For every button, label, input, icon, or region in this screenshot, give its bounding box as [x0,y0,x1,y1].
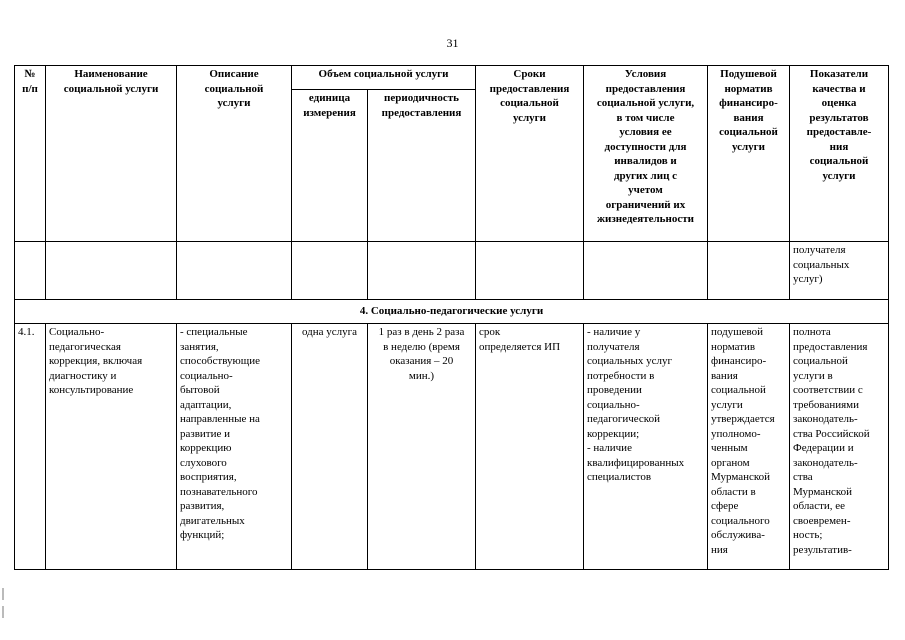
text-line: предоставления [793,340,868,353]
services-table [14,65,889,570]
text-line: услуги в [793,369,833,382]
header-financing-norm [708,66,790,242]
service-financing-norm [708,324,790,570]
text-line: предоставле- [806,126,872,138]
text-line: учетом [628,184,663,196]
header-terms [476,66,584,242]
text-line: педагогическая [49,340,121,353]
text-line: коррекция, включая [49,355,143,367]
text-line: своевремен- [793,514,851,527]
cont-cell-period [368,242,476,300]
text-line: оказания – 20 [389,355,454,367]
text-line: ограничений их [605,198,686,211]
text-line: социальной [809,155,869,167]
text-line: финансиро- [711,355,767,367]
text-line: двигательных [180,514,245,527]
text-line: восприятия, [180,471,237,483]
text-line: Показатели [809,68,869,80]
header-service-name [46,66,177,242]
cont-cell-terms [476,242,584,300]
header-unit [292,90,368,242]
text-line: социальной [500,97,559,109]
text-line: вания [733,111,764,124]
text-line: коррекции; [587,427,640,440]
service-row-4-1 [15,324,889,570]
text-line: органом [711,456,750,469]
text-line: адаптации, [180,398,232,411]
text-line: социальной [793,355,848,367]
text-line: области, ее [793,500,846,512]
text-line: Мурманской [793,485,853,498]
text-line: социальной [711,384,766,396]
header-service-volume: Объем социальной услуги [292,66,476,90]
text-line: единица [308,92,351,104]
text-line: условия ее [619,126,672,138]
text-line: социальной [204,82,264,95]
cont-cell-indicators [790,242,889,300]
text-line: ность; [793,529,823,541]
text-line: предоставления [381,106,462,119]
text-line: качества и [812,82,866,95]
text-line: ния [711,543,728,556]
header-periodicity [368,90,476,242]
service-terms [476,324,584,570]
text-line: полнота [793,326,831,338]
text-line: - наличие [587,442,632,454]
text-line: результатив- [793,543,852,556]
section-title: 4. Социально-педагогические услуги [15,300,889,324]
text-line: в том числе [616,111,675,124]
text-line: способствующие [180,355,260,367]
text-line: социальных [793,258,850,271]
text-line: периодичность [384,92,459,104]
cont-cell-norm [708,242,790,300]
text-line: ченным [711,442,748,454]
text-line: утверждается [711,413,775,425]
text-line: норматив [724,82,773,95]
cont-cell-conditions [584,242,708,300]
text-line: подушевой [711,326,764,338]
text-line: п/п [22,82,38,95]
text-line: предоставления [489,82,570,95]
cont-cell-num [15,242,46,300]
text-line: обслужива- [711,529,765,541]
text-line: проведении [587,384,642,396]
text-line: услуги [711,398,743,411]
text-line: одна услуга [301,326,358,338]
continuation-row [15,242,889,300]
scan-edge-mark [2,588,4,600]
text-line: финансиро- [719,97,778,109]
text-line: жизнедеятельности [597,213,694,225]
text-line: социально- [587,398,640,411]
service-quality-indicators [790,324,889,570]
text-line: Подушевой [720,68,777,80]
text-line: норматив [711,340,756,353]
text-line: педагогической [587,413,660,425]
header-service-description [177,66,292,242]
text-line: услуги [822,169,856,182]
text-line: развитие и [180,427,231,440]
text-line: инвалидов и [614,155,677,167]
service-conditions [584,324,708,570]
text-line: занятия, [180,340,219,353]
text-line: диагностику и [49,369,117,382]
text-line: услуги [512,111,547,124]
text-line: Федерации и [793,442,854,454]
text-line: уполномо- [711,427,761,440]
text-line: социально- [180,369,233,382]
text-line: потребности в [587,369,655,382]
text-line: требованиями [793,398,860,411]
text-line: законодатель- [793,456,858,469]
scan-edge-mark [2,606,4,618]
text-line: других лиц с [613,169,678,182]
cont-cell-name [46,242,177,300]
text-line: функций; [180,529,225,541]
text-line: социальной услуги, [596,97,695,109]
text-line: развития, [180,500,225,512]
text-line: социального [711,514,770,527]
text-line: слухового [180,456,227,469]
text-line: направленные на [180,413,260,425]
text-line: Условия [624,68,667,80]
text-line: - наличие у [587,326,641,338]
page-number: 31 [446,36,459,50]
text-line: коррекцию [180,442,232,454]
text-line: мин.) [408,369,435,382]
text-line: области в [711,485,756,498]
header-conditions [584,66,708,242]
header-row-1 [15,66,889,90]
text-line: в неделю (время [383,340,460,353]
text-line: Мурманской [711,471,771,483]
text-line: специалистов [587,471,652,483]
section-row [15,300,889,324]
service-description [177,324,292,570]
text-line: квалифицированных [587,456,685,469]
header-quality-indicators [790,66,889,242]
text-line: социальных услуг [587,355,673,367]
text-line: Описание [209,68,259,80]
header-num [15,66,46,242]
text-line: социальной [719,126,778,138]
text-line: консультирование [49,384,134,396]
text-line: получателя [793,244,846,256]
text-line: услуг) [793,273,823,285]
text-line: сфере [711,500,739,512]
text-line: Наименование [74,68,148,80]
service-periodicity [368,324,476,570]
cont-cell-desc [177,242,292,300]
text-line: измерения [303,106,356,119]
row-number: 4.1. [15,324,46,570]
text-line: получателя [587,340,640,353]
text-line: - специальные [180,326,248,338]
text-line: ства [793,471,813,483]
text-line: услуги [731,140,766,153]
text-line: познавательного [180,485,258,498]
service-unit [292,324,368,570]
text-line: оценка [821,97,857,109]
text-line: социальной услуги [63,82,159,95]
text-line: законодатель- [793,413,858,425]
text-line: Социально- [49,326,105,338]
text-line: бытовой [180,384,220,396]
text-line: Сроки [513,68,546,80]
text-line: результатов [809,111,869,124]
text-line: срок [479,326,501,338]
text-line: предоставления [605,82,686,95]
text-line: 1 раз в день 2 раза [378,326,465,338]
service-name [46,324,177,570]
text-line: соответствии с [793,384,863,396]
text-line: услуги [217,97,251,109]
cont-cell-unit [292,242,368,300]
text-line: доступности для [604,140,687,153]
text-line: определяется ИП [479,340,561,353]
text-line: ния [829,140,849,153]
text-line: ства Российской [793,427,870,440]
text-line: № [24,68,36,80]
text-line: вания [711,369,738,382]
